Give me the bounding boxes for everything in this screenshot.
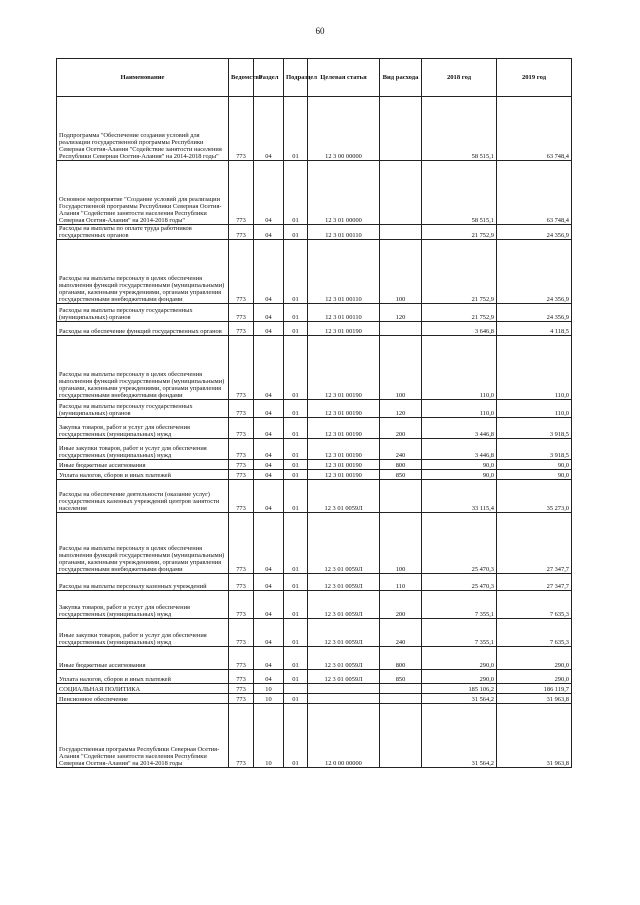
row-ved: 773 (229, 418, 254, 439)
row-podrazdel: 01 (284, 322, 308, 336)
row-ved: 773 (229, 684, 254, 694)
row-name: Иные закупки товаров, работ и услуг для обеспечения государственных (муниципальных) нужд (57, 439, 229, 460)
row-target-article (308, 684, 380, 694)
table-row (57, 574, 572, 591)
row-podrazdel: 01 (284, 619, 308, 647)
table-row (57, 513, 572, 574)
row-name: Подпрограмма "Обеспечение создания условий для реализации государственной программы Республики Северная Осетия-Алания "Содействие занятости населения Республики Северная Осетия-Алания" на 2014-2018 годы" (57, 97, 229, 161)
row-expense-type: 850 (380, 470, 422, 480)
row-podrazdel: 01 (284, 439, 308, 460)
row-2018: 58 515,1 (422, 97, 497, 161)
table-row (57, 480, 572, 513)
row-podrazdel: 01 (284, 304, 308, 322)
row-ved: 773 (229, 694, 254, 704)
row-podrazdel (284, 684, 308, 694)
row-2018: 185 106,2 (422, 684, 497, 694)
row-2019: 290,0 (497, 647, 572, 670)
row-razdel: 04 (254, 480, 284, 513)
row-2019: 63 748,4 (497, 161, 572, 225)
row-ved: 773 (229, 480, 254, 513)
row-2019: 35 273,0 (497, 480, 572, 513)
row-ved: 773 (229, 704, 254, 768)
row-name: Государственная программа Республики Северная Осетия-Алания "Содействие занятости населения Республики Северная Осетия-Алания" на 2014-2018 годы (57, 704, 229, 768)
row-razdel: 04 (254, 460, 284, 470)
row-razdel: 04 (254, 439, 284, 460)
row-target-article: 12 3 01 00190 (308, 460, 380, 470)
row-expense-type (380, 684, 422, 694)
header-target-article: Целевая статья (308, 59, 380, 97)
row-razdel: 04 (254, 647, 284, 670)
row-ved: 773 (229, 591, 254, 619)
row-ved: 773 (229, 513, 254, 574)
row-expense-type (380, 225, 422, 240)
row-ved: 773 (229, 647, 254, 670)
row-2019: 3 918,5 (497, 439, 572, 460)
row-2018: 58 515,1 (422, 161, 497, 225)
row-2018: 25 470,3 (422, 574, 497, 591)
row-ved: 773 (229, 400, 254, 418)
row-2018: 110,0 (422, 336, 497, 400)
row-razdel: 10 (254, 704, 284, 768)
row-2018: 290,0 (422, 647, 497, 670)
row-podrazdel: 01 (284, 240, 308, 304)
row-ved: 773 (229, 225, 254, 240)
row-2019: 31 963,8 (497, 704, 572, 768)
row-2019: 7 635,3 (497, 619, 572, 647)
row-target-article: 12 3 01 00190 (308, 418, 380, 439)
row-target-article: 12 3 01 00190 (308, 470, 380, 480)
row-2019: 63 748,4 (497, 97, 572, 161)
row-2018: 31 564,2 (422, 694, 497, 704)
row-razdel: 04 (254, 97, 284, 161)
row-name: Уплата налогов, сборов и иных платежей (57, 470, 229, 480)
row-2019: 7 635,3 (497, 591, 572, 619)
row-name: Расходы на выплаты персоналу в целях обеспечения выполнения функций государственными (муниципальными) органами, казенными учреждениями, органами управления государственными внебюджетными фондами (57, 336, 229, 400)
row-podrazdel: 01 (284, 704, 308, 768)
row-2018: 33 115,4 (422, 480, 497, 513)
row-podrazdel: 01 (284, 480, 308, 513)
table-header-row (57, 59, 572, 97)
header-name: Наименование (57, 59, 229, 97)
table-row (57, 304, 572, 322)
row-2019: 90,0 (497, 460, 572, 470)
row-podrazdel: 01 (284, 400, 308, 418)
row-razdel: 10 (254, 694, 284, 704)
budget-table (56, 58, 572, 768)
header-expense-type: Вид расхода (380, 59, 422, 97)
header-ved: Ведомство (229, 59, 254, 97)
row-expense-type: 100 (380, 336, 422, 400)
row-2018: 110,0 (422, 400, 497, 418)
row-target-article: 12 3 01 0059Л (308, 574, 380, 591)
row-podrazdel: 01 (284, 574, 308, 591)
row-expense-type: 120 (380, 304, 422, 322)
row-2018: 21 752,9 (422, 304, 497, 322)
row-name: Пенсионное обеспечение (57, 694, 229, 704)
table-row (57, 670, 572, 684)
row-2018: 3 446,8 (422, 418, 497, 439)
table-row (57, 684, 572, 694)
row-name: Иные бюджетные ассигнования (57, 460, 229, 470)
row-expense-type: 240 (380, 619, 422, 647)
table-row (57, 470, 572, 480)
row-ved: 773 (229, 574, 254, 591)
row-2018: 290,0 (422, 670, 497, 684)
table-row (57, 225, 572, 240)
row-2019: 24 356,9 (497, 240, 572, 304)
table-row (57, 694, 572, 704)
table-row (57, 619, 572, 647)
row-name: Основное мероприятие "Создание условий для реализации Государственной программы Республики Северная Осетия-Алания "Содействие занятости населения Республики Северная Осетия-Алания" на 2014-2018 годы" (57, 161, 229, 225)
row-target-article: 12 0 00 00000 (308, 704, 380, 768)
row-name: Расходы на обеспечение функций государственных органов (57, 322, 229, 336)
row-razdel: 10 (254, 684, 284, 694)
row-2018: 25 470,3 (422, 513, 497, 574)
row-podrazdel: 01 (284, 418, 308, 439)
row-podrazdel: 01 (284, 161, 308, 225)
row-expense-type (380, 161, 422, 225)
row-podrazdel: 01 (284, 694, 308, 704)
row-2018: 3 646,8 (422, 322, 497, 336)
table-row (57, 97, 572, 161)
row-expense-type: 100 (380, 513, 422, 574)
row-target-article: 12 3 01 00000 (308, 161, 380, 225)
row-2019: 110,0 (497, 400, 572, 418)
row-podrazdel: 01 (284, 513, 308, 574)
row-ved: 773 (229, 161, 254, 225)
row-2019: 24 356,9 (497, 225, 572, 240)
row-podrazdel: 01 (284, 97, 308, 161)
row-ved: 773 (229, 304, 254, 322)
row-target-article: 12 3 01 00110 (308, 304, 380, 322)
row-2018: 31 564,2 (422, 704, 497, 768)
row-2019: 110,0 (497, 336, 572, 400)
row-2019: 31 963,8 (497, 694, 572, 704)
row-podrazdel: 01 (284, 225, 308, 240)
row-target-article: 12 3 00 00000 (308, 97, 380, 161)
row-target-article: 12 3 01 00190 (308, 322, 380, 336)
row-2019: 186 119,7 (497, 684, 572, 694)
row-name: Расходы на выплаты персоналу в целях обеспечения выполнения функций государственными (муниципальными) органами, казенными учреждениями, органами управления государственными внебюджетными фондами (57, 513, 229, 574)
row-name: Расходы на обеспечение деятельности (оказание услуг) государственных казенных учреждений центров занятости населения (57, 480, 229, 513)
row-2019: 27 347,7 (497, 574, 572, 591)
row-podrazdel: 01 (284, 470, 308, 480)
table-row (57, 647, 572, 670)
row-target-article: 12 3 01 0059Л (308, 619, 380, 647)
row-target-article: 12 3 01 00190 (308, 336, 380, 400)
row-expense-type: 100 (380, 240, 422, 304)
row-podrazdel: 01 (284, 670, 308, 684)
row-razdel: 04 (254, 240, 284, 304)
table-row (57, 418, 572, 439)
row-2018: 90,0 (422, 460, 497, 470)
table-row (57, 439, 572, 460)
table-row (57, 460, 572, 470)
row-ved: 773 (229, 97, 254, 161)
row-expense-type (380, 480, 422, 513)
row-podrazdel: 01 (284, 336, 308, 400)
row-expense-type: 850 (380, 670, 422, 684)
row-name: СОЦИАЛЬНАЯ ПОЛИТИКА (57, 684, 229, 694)
row-ved: 773 (229, 619, 254, 647)
row-podrazdel: 01 (284, 460, 308, 470)
row-expense-type (380, 704, 422, 768)
row-razdel: 04 (254, 418, 284, 439)
row-target-article: 12 3 01 0059Л (308, 591, 380, 619)
row-target-article (308, 694, 380, 704)
row-target-article: 12 3 01 00110 (308, 240, 380, 304)
row-razdel: 04 (254, 574, 284, 591)
row-expense-type (380, 322, 422, 336)
table-row (57, 336, 572, 400)
row-2018: 7 355,1 (422, 591, 497, 619)
row-razdel: 04 (254, 513, 284, 574)
table-row (57, 400, 572, 418)
table-row (57, 704, 572, 768)
row-ved: 773 (229, 470, 254, 480)
row-2019: 3 918,5 (497, 418, 572, 439)
row-2018: 21 752,9 (422, 225, 497, 240)
row-target-article: 12 3 01 00110 (308, 225, 380, 240)
row-razdel: 04 (254, 591, 284, 619)
row-2018: 3 446,8 (422, 439, 497, 460)
row-name: Уплата налогов, сборов и иных платежей (57, 670, 229, 684)
row-2019: 290,0 (497, 670, 572, 684)
row-name: Закупка товаров, работ и услуг для обеспечения государственных (муниципальных) нужд (57, 591, 229, 619)
row-target-article: 12 3 01 00190 (308, 400, 380, 418)
row-expense-type: 240 (380, 439, 422, 460)
table-row (57, 240, 572, 304)
row-name: Иные бюджетные ассигнования (57, 647, 229, 670)
row-ved: 773 (229, 322, 254, 336)
row-name: Иные закупки товаров, работ и услуг для обеспечения государственных (муниципальных) нужд (57, 619, 229, 647)
row-target-article: 12 3 01 0059Л (308, 480, 380, 513)
row-expense-type: 120 (380, 400, 422, 418)
table-row (57, 322, 572, 336)
row-razdel: 04 (254, 400, 284, 418)
row-expense-type (380, 97, 422, 161)
row-name: Расходы на выплаты персоналу в целях обеспечения выполнения функций государственными (муниципальными) органами, казенными учреждениями, органами управления государственными внебюджетными фондами (57, 240, 229, 304)
row-2019: 4 118,5 (497, 322, 572, 336)
row-razdel: 04 (254, 161, 284, 225)
page-number: 60 (315, 26, 325, 36)
row-2018: 21 752,9 (422, 240, 497, 304)
header-2019: 2019 год (497, 59, 572, 97)
row-expense-type (380, 694, 422, 704)
row-name: Расходы на выплаты по оплате труда работников государственных органов (57, 225, 229, 240)
row-razdel: 04 (254, 470, 284, 480)
row-razdel: 04 (254, 304, 284, 322)
row-ved: 773 (229, 240, 254, 304)
header-podrazdel: Подраздел (284, 59, 308, 97)
table-row (57, 161, 572, 225)
row-razdel: 04 (254, 322, 284, 336)
row-podrazdel: 01 (284, 591, 308, 619)
row-ved: 773 (229, 460, 254, 470)
row-expense-type: 800 (380, 460, 422, 470)
row-2018: 7 355,1 (422, 619, 497, 647)
row-expense-type: 110 (380, 574, 422, 591)
row-name: Расходы на выплаты персоналу государственных (муниципальных) органов (57, 304, 229, 322)
row-target-article: 12 3 01 00190 (308, 439, 380, 460)
row-target-article: 12 3 01 0059Л (308, 513, 380, 574)
header-2018: 2018 год (422, 59, 497, 97)
row-razdel: 04 (254, 670, 284, 684)
row-razdel: 04 (254, 225, 284, 240)
row-razdel: 04 (254, 336, 284, 400)
row-ved: 773 (229, 336, 254, 400)
row-expense-type: 200 (380, 591, 422, 619)
row-podrazdel: 01 (284, 647, 308, 670)
row-expense-type: 800 (380, 647, 422, 670)
row-2019: 27 347,7 (497, 513, 572, 574)
row-name: Расходы на выплаты персоналу казенных учреждений (57, 574, 229, 591)
row-ved: 773 (229, 670, 254, 684)
row-2018: 90,0 (422, 470, 497, 480)
row-expense-type: 200 (380, 418, 422, 439)
header-razdel: Раздел (254, 59, 284, 97)
row-2019: 90,0 (497, 470, 572, 480)
row-2019: 24 356,9 (497, 304, 572, 322)
row-ved: 773 (229, 439, 254, 460)
row-razdel: 04 (254, 619, 284, 647)
row-target-article: 12 3 01 0059Л (308, 647, 380, 670)
row-name: Расходы на выплаты персоналу государственных (муниципальных) органов (57, 400, 229, 418)
table-row (57, 591, 572, 619)
row-target-article: 12 3 01 0059Л (308, 670, 380, 684)
row-name: Закупка товаров, работ и услуг для обеспечения государственных (муниципальных) нужд (57, 418, 229, 439)
